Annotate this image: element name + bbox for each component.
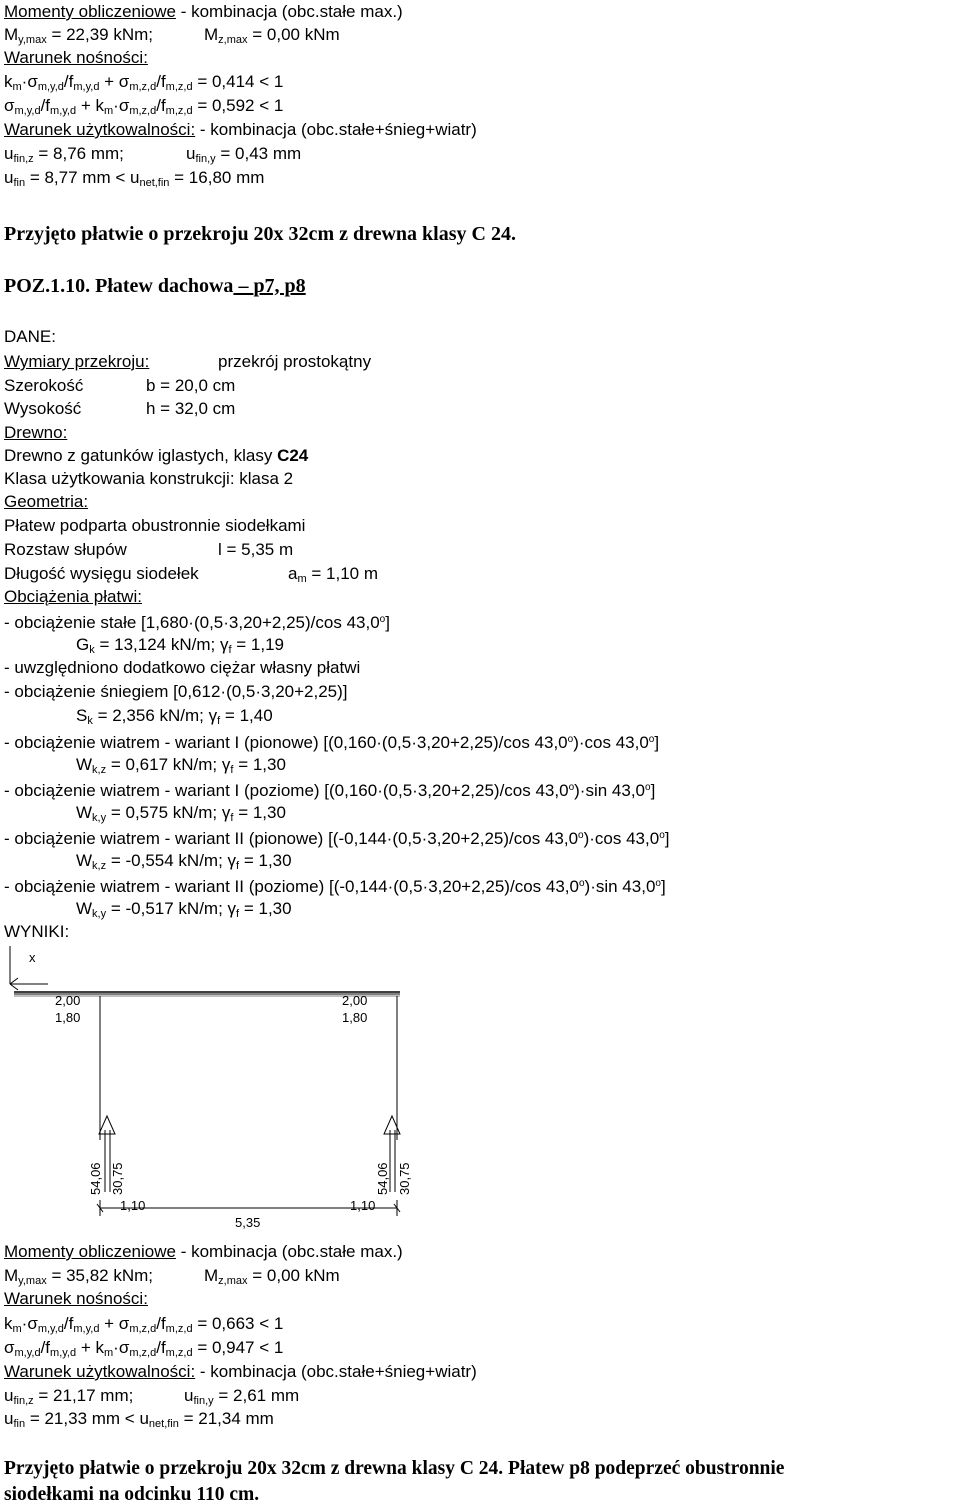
cond1-value: = 0,414 < 1 <box>197 72 284 91</box>
drewno-text: Drewno z gatunków iglastych, klasy <box>4 446 278 465</box>
wkz2-line: $W_{k,z} = -0,554$ kN/m; $\gamma_f = 1,30$ <box>76 851 292 872</box>
wysieg-value: = 1,10 m <box>311 564 378 583</box>
klasa-line: Klasa użytkowania konstrukcji: klasa 2 <box>4 469 294 488</box>
unet-fin-2: = 21,34 mm <box>183 1409 274 1428</box>
load-wind-2-text: - obciążenie wiatrem - wariant I (poziome) [(0,160·(0,5·3,20+2,25)/cos 43,0 <box>4 781 569 800</box>
nosnosc-label-2: Warunek nośności: <box>4 1289 148 1308</box>
uzyt-combo-2: - kombinacja (obc.stałe+śnieg+wiatr) <box>195 1362 477 1381</box>
load-wind-1-mid: )·cos 43,0 <box>573 733 649 752</box>
wymiary-label: Wymiary przekroju: <box>4 352 150 371</box>
ufin: = 8,77 mm < <box>29 168 126 187</box>
moments-label: Momenty obliczeniowe <box>4 2 176 21</box>
podparta-line: Płatew podparta obustronnie siodełkami <box>4 516 306 535</box>
unet-fin: = 16,80 mm <box>174 168 265 187</box>
moments-combo-2: - kombinacja (obc.stałe max.) <box>175 1242 403 1261</box>
sk-line: $S_k = 2,356$ kN/m; $\gamma_f = 1,40$ <box>76 706 273 727</box>
conclusion-2-line-1: Przyjęto płatwie o przekroju 20x 32cm z drewna klasy C 24. Płatew p8 podeprzeć obustronnie <box>4 1458 785 1479</box>
reaction-left-a: 54,06 <box>88 1162 103 1195</box>
drewno-label: Drewno: <box>4 423 68 442</box>
cond2-value-2: = 0,947 < 1 <box>197 1338 284 1357</box>
axis-x-label: x <box>29 950 36 965</box>
wky2-value: = -0,517 kN/m; <box>110 899 223 918</box>
wyniki-header: WYNIKI: <box>4 922 70 941</box>
deflection-line-4: $u_{fin} = 21,33$ mm < $u_{net,fin} = 21,34$ mm <box>4 1409 274 1430</box>
moments-line-2 <box>4 1242 403 1262</box>
wymiary-line <box>4 352 372 372</box>
mz-max-value-2: = 0,00 kNm <box>252 1266 340 1285</box>
condition-1a: $k_m\cdot\sigma_{m,y,d}/f_{m,y,d} + \sigma_{m,z,d}/f_{m,z,d} = 0,414 < 1$ <box>4 72 284 93</box>
load-wind-1: - obciążenie wiatrem - wariant I (pionowe) [(0,160·(0,5·3,20+2,25)/cos $43,0^o)\cdot\cos$ 43,0$^o$] <box>4 733 660 752</box>
szerokosc-label: Szerokość <box>4 376 84 395</box>
dimension-right: 1,10 <box>350 1198 376 1213</box>
wky1-value: = 0,575 kN/m; <box>110 803 218 822</box>
deflection-line-1: $u_{fin,z} = 8,76$ mm; $u_{fin,y} = 0,43$ mm <box>4 144 302 165</box>
rozstaw-label: Rozstaw słupów <box>4 540 127 559</box>
drewno-class: C24 <box>277 446 309 465</box>
dimension-span: 5,35 <box>235 1215 261 1230</box>
cond1-value-2: = 0,663 < 1 <box>197 1314 284 1333</box>
load-label-right-bottom: 1,80 <box>342 1010 368 1025</box>
reaction-left-b: 30,75 <box>110 1162 125 1195</box>
szerokosc-value: b = 20,0 cm <box>146 376 236 395</box>
gf2-value: = 1,40 <box>224 706 273 725</box>
dimension-left: 1,10 <box>120 1198 146 1213</box>
mz-max-value: = 0,00 kNm <box>252 25 340 44</box>
deflection-line-3: $u_{fin,z} = 21,17$ mm; $u_{fin,y} = 2,61$ mm <box>4 1386 300 1407</box>
wymiary-value: przekrój prostokątny <box>218 352 372 371</box>
nosnosc-label-1: Warunek nośności: <box>4 48 148 67</box>
position-title <box>4 274 306 298</box>
conclusion-1: Przyjęto płatwie o przekroju 20x 32cm z drewna klasy C 24. <box>4 223 516 245</box>
ufin-2: = 21,33 mm < <box>29 1409 135 1428</box>
load-snow: - obciążenie śniegiem [0,612·(0,5·3,20+2,25)] <box>4 682 348 701</box>
load-wind-3: - obciążenie wiatrem - wariant II (pionowe) [(-0,144·(0,5·3,20+2,25)/cos $43,0^o)\cdot\cos$ 43,0$^o$] <box>4 829 670 848</box>
reaction-right-a: 54,06 <box>375 1162 390 1195</box>
load-wind-1-text: - obciążenie wiatrem - wariant I (pionowe) [(0,160·(0,5·3,20+2,25)/cos 43,0 <box>4 733 568 752</box>
rozstaw-value: l = 5,35 m <box>218 540 294 559</box>
uzyt-combo: - kombinacja (obc.stałe+śnieg+wiatr) <box>195 120 477 139</box>
load-wind-2-mid: )·sin 43,0 <box>574 781 646 800</box>
rozstaw-line <box>4 540 294 560</box>
ufin-y: = 0,43 mm <box>220 144 302 163</box>
load-own-weight: - uwzględniono dodatkowo ciężar własny płatwi <box>4 658 361 677</box>
reaction-right-b: 30,75 <box>397 1162 412 1195</box>
drewno-line <box>4 446 308 466</box>
load-label-right-top: 2,00 <box>342 993 368 1008</box>
load-wind-2: - obciążenie wiatrem - wariant I (poziome) [(0,160·(0,5·3,20+2,25)/cos $43,0^o)\cdot\sin$ 43,0$^o$] <box>4 781 656 800</box>
wkz1-value: = 0,617 kN/m; <box>110 755 218 774</box>
position-title-dash: – <box>233 275 254 297</box>
beam-diagram <box>0 940 960 1240</box>
gk-value: = 13,124 kN/m; <box>99 635 216 654</box>
condition-2b: $\sigma_{m,y,d}/f_{m,y,d} + k_m\cdot\sigma_{m,z,d}/f_{m,z,d} = 0,947 < 1$ <box>4 1338 284 1359</box>
my-max-value: = 22,39 kNm; <box>51 25 154 44</box>
wkz2-value: = -0,554 kN/m; <box>110 851 223 870</box>
position-title-suffix: p7, p8 <box>253 275 306 297</box>
moments-combo: - kombinacja (obc.stałe max.) <box>175 2 403 21</box>
condition-1b: $\sigma_{m,y,d}/f_{m,y,d} + k_m\cdot\sigma_{m,z,d}/f_{m,z,d} = 0,592 < 1$ <box>4 96 284 117</box>
wkz1-line: $W_{k,z} = 0,617$ kN/m; $\gamma_f = 1,30$ <box>76 755 286 776</box>
moment-values-1: $M_{y,max} = 22,39$ kNm; $M_{z,max} = 0,00$ kNm <box>4 25 340 46</box>
gk-line: $G_k = 13,124$ kN/m; $\gamma_f = 1,19$ <box>76 635 285 656</box>
wky1-line: $W_{k,y} = 0,575$ kN/m; $\gamma_f = 1,30$ <box>76 803 286 824</box>
gf1-value: = 1,19 <box>236 635 285 654</box>
my-max-value-2: = 35,82 kNm; <box>51 1266 154 1285</box>
uzyt-line-2 <box>4 1362 477 1382</box>
load-label-left-bottom: 1,80 <box>55 1010 81 1025</box>
load-permanent-end: ] <box>385 613 390 632</box>
load-permanent-text: - obciążenie stałe [1,680·(0,5·3,20+2,25)/cos 43,0 <box>4 613 380 632</box>
gf5-value: = 1,30 <box>243 851 292 870</box>
ufin-z: = 8,76 mm; <box>38 144 124 163</box>
uzyt-line-1 <box>4 120 477 140</box>
moments-line-1 <box>4 2 403 22</box>
uzyt-label: Warunek użytkowalności: <box>4 120 196 139</box>
wysokosc-value: h = 32,0 cm <box>146 399 236 418</box>
wysieg-line: Długość wysięgu siodełek $a_m = 1,10$ m <box>4 564 378 585</box>
dane-header: DANE: <box>4 327 56 346</box>
cond2-value: = 0,592 < 1 <box>197 96 284 115</box>
load-permanent: - obciążenie stałe [1,680·(0,5·3,20+2,25)/cos 43,0$^o$] <box>4 613 390 632</box>
conclusion-2-line-2: siodełkami na odcinku 110 cm. <box>4 1484 260 1505</box>
geometria-label: Geometria: <box>4 492 89 511</box>
wky2-line: $W_{k,y} = -0,517$ kN/m; $\gamma_f = 1,30$ <box>76 899 292 920</box>
wysokosc-label: Wysokość <box>4 399 82 418</box>
gf3-value: = 1,30 <box>238 755 286 774</box>
uzyt-label-2: Warunek użytkowalności: <box>4 1362 196 1381</box>
load-wind-4-text: - obciążenie wiatrem - wariant II (poziome) [(-0,144·(0,5·3,20+2,25)/cos 43,0 <box>4 877 579 896</box>
obciazenia-label: Obciążenia płatwi: <box>4 587 142 606</box>
moments-label-2: Momenty obliczeniowe <box>4 1242 176 1261</box>
load-wind-4: - obciążenie wiatrem - wariant II (poziome) [(-0,144·(0,5·3,20+2,25)/cos $43,0^o)\cdot\sin$ 43,0$^o$] <box>4 877 666 896</box>
gf4-value: = 1,30 <box>238 803 286 822</box>
wysokosc-line <box>4 399 236 419</box>
load-wind-3-text: - obciążenie wiatrem - wariant II (pionowe) [(-0,144·(0,5·3,20+2,25)/cos 43,0 <box>4 829 579 848</box>
ufin-z-2: = 21,17 mm; <box>38 1386 134 1405</box>
load-label-left-top: 2,00 <box>55 993 81 1008</box>
moment-values-2: $M_{y,max} = 35,82$ kNm; $M_{z,max} = 0,00$ kNm <box>4 1266 340 1287</box>
gf6-value: = 1,30 <box>243 899 292 918</box>
position-title-prefix: POZ.1.10. Płatew dachowa <box>4 275 234 297</box>
wysieg-label: Długość wysięgu siodełek <box>4 564 199 583</box>
load-wind-3-mid: )·cos 43,0 <box>583 829 660 848</box>
szerokosc-line <box>4 376 236 396</box>
deflection-line-2: $u_{fin} = 8,77$ mm < $u_{net,fin} = 16,80$ mm <box>4 168 265 189</box>
load-wind-4-mid: )·sin 43,0 <box>584 877 656 896</box>
sk-value: = 2,356 kN/m; <box>97 706 204 725</box>
ufin-y-2: = 2,61 mm <box>218 1386 300 1405</box>
condition-2a: $k_m\cdot\sigma_{m,y,d}/f_{m,y,d} + \sigma_{m,z,d}/f_{m,z,d} = 0,663 < 1$ <box>4 1314 284 1335</box>
